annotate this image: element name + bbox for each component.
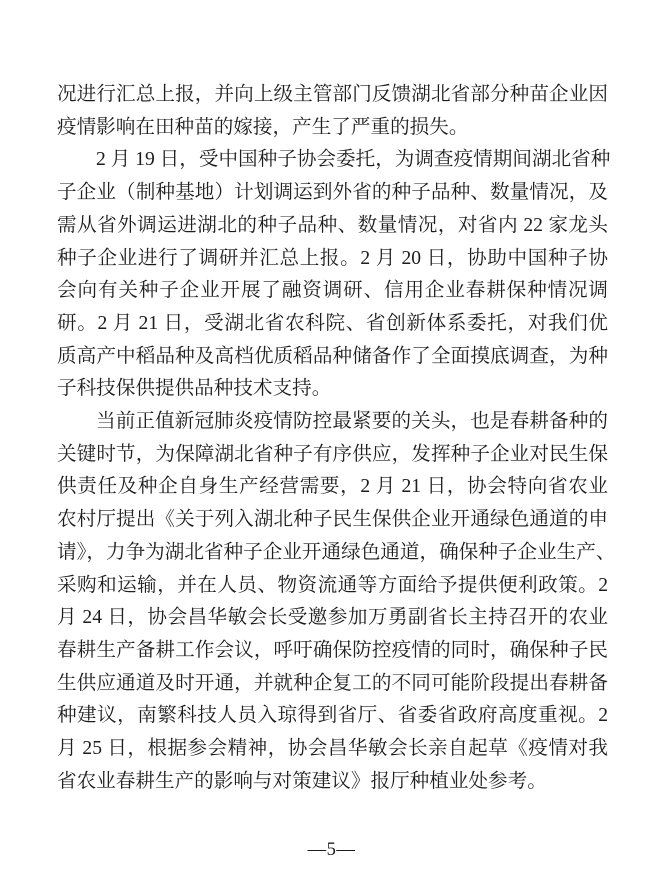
text-line: 质高产中稻品种及高档优质稻品种储备作了全面摸底调查，为种	[57, 345, 608, 367]
paragraph	[57, 144, 611, 406]
text-line: 需从省外调运进湖北的种子品种、数量情况，对省内 22 家龙头	[57, 214, 608, 236]
paragraph	[57, 79, 608, 144]
paragraph	[57, 406, 616, 798]
text-line: 请》，力争为湖北省种子企业开通绿色通道，确保种子企业生产、	[57, 541, 616, 563]
text-line: 子科技保供提供品种技术支持。	[57, 378, 332, 400]
text-line: 农村厅提出《关于列入湖北种子民生保供企业开通绿色通道的申	[57, 509, 608, 531]
text-line: 当前正值新冠肺炎疫情防控最紧要的关头，也是春耕备种的	[96, 411, 608, 433]
text-line: 会向有关种子企业开展了融资调研、信用企业春耕保种情况调	[57, 280, 608, 302]
text-line: 关键时节，为保障湖北省种子有序供应，发挥种子企业对民生保	[57, 443, 608, 465]
text-line: 月 24 日，协会昌华敏会长受邀参加万勇副省长主持召开的农业	[57, 607, 608, 629]
text-line: 春耕生产备耕工作会议，呼吁确保防控疫情的同时，确保种子民	[57, 639, 608, 661]
text-line: 月 25 日，根据参会精神，协会昌华敏会长亲自起草《疫情对我	[57, 738, 608, 760]
text-line: 子企业（制种基地）计划调运到外省的种子品种、数量情况，及	[57, 182, 608, 204]
text-line: 研。2 月 21 日，受湖北省农科院、省创新体系委托，对我们优	[57, 312, 608, 334]
document-body	[57, 79, 616, 798]
text-line: 供责任及种企自身生产经营需要，2 月 21 日，协会特向省农业	[57, 476, 608, 498]
page-number: —5—	[307, 840, 356, 860]
text-line: 采购和运输，并在人员、物资流通等方面给予提供便利政策。2	[57, 574, 608, 596]
text-line: 种建议，南繁科技人员入琼得到省厅、省委省政府高度重视。2	[57, 705, 608, 727]
text-line: 省农业春耕生产的影响与对策建议》报厅种植业处参考。	[57, 770, 547, 792]
text-line: 种子企业进行了调研并汇总上报。2 月 20 日，协助中国种子协	[57, 247, 608, 269]
text-line: 2 月 19 日，受中国种子协会委托，为调查疫情期间湖北省种	[96, 149, 611, 171]
text-line: 生供应通道及时开通，并就种企复工的不同可能阶段提出春耕备	[57, 672, 608, 694]
text-line: 况进行汇总上报，并向上级主管部门反馈湖北省部分种苗企业因	[57, 84, 608, 105]
text-line: 疫情影响在田种苗的嫁接，产生了严重的损失。	[57, 116, 469, 138]
